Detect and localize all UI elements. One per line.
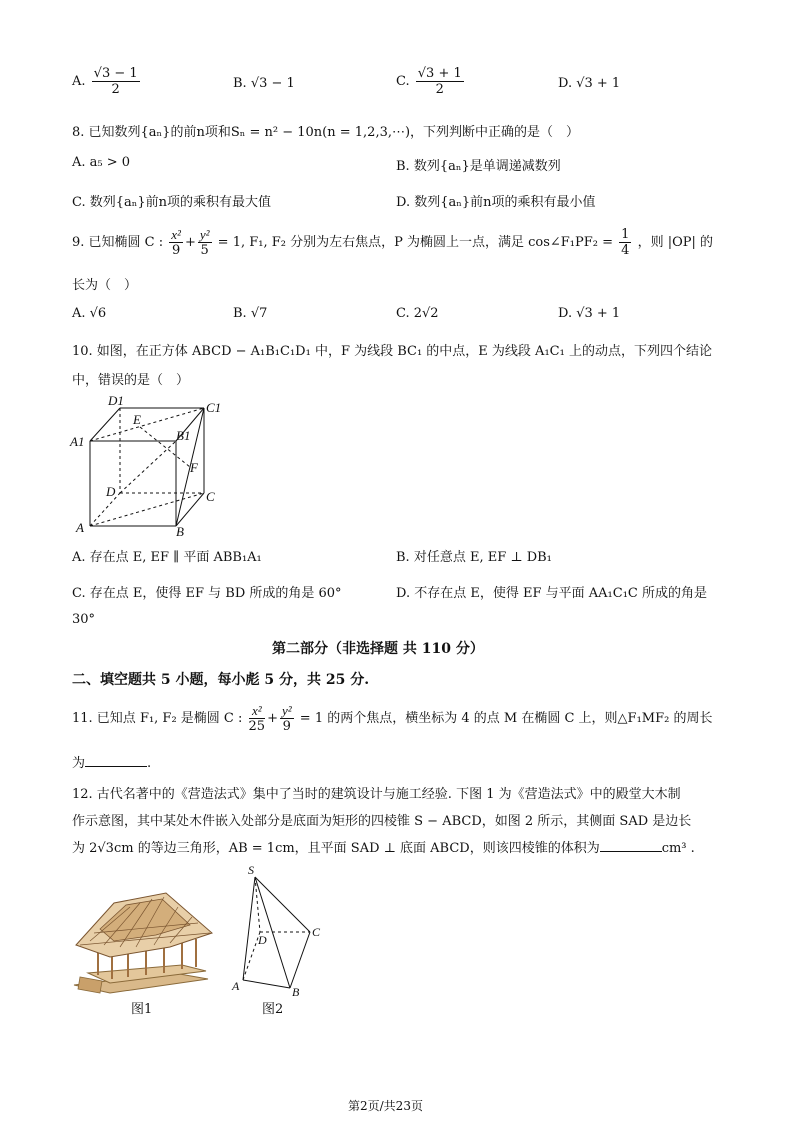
q12-line1: 12. 古代名著中的《营造法式》集中了当时的建筑设计与施工经验. 下图 1 为《营造法式》中的殿堂大木制 bbox=[72, 787, 681, 802]
q10-option-d-cont: 30° bbox=[72, 612, 96, 627]
q9-option-d: D. √3 + 1 bbox=[558, 306, 621, 321]
q9-stem: 9. 已知椭圆 C : $\frac{\text{x²}}{9}$ + $\frac{\text{y²}}{5}$ = 1, F₁, F₂ 分别为左右焦点，P 为椭圆上一点，满足 cos∠F₁PF₂ = $\frac{1}{4}$ ，则 |OP| 的 bbox=[72, 227, 714, 258]
q8-stem: 8. 已知数列{aₙ}的前n项和Sₙ = n² − 10n(n = 1,2,3,⋯)，下列判断中正确的是（ ） bbox=[72, 125, 580, 140]
q7-option-a: A. $\frac{√3 - 1}{2}$ bbox=[72, 66, 138, 97]
cube-label-a: A bbox=[76, 520, 84, 535]
q7-option-c: C. $\frac{√3 + 1}{2}$ bbox=[396, 66, 462, 97]
q8-option-a: A. a₅ > 0 bbox=[72, 155, 131, 170]
q12-answer-blank[interactable] bbox=[600, 851, 662, 852]
pyramid-label-a: A bbox=[232, 979, 240, 993]
q11-line2: 为 . bbox=[72, 756, 152, 771]
q12-line2: 作示意图，其中某处木件嵌入处部分是底面为矩形的四棱锥 S − ABCD，如图 2 所示，其侧面 SAD 是边长 bbox=[72, 814, 692, 829]
q10-option-b: B. 对任意点 E, EF ⊥ DB₁ bbox=[396, 550, 552, 565]
q9-option-b: B. √7 bbox=[233, 306, 268, 321]
q7-a-fraction: $\frac{√3 - 1}{2}$ bbox=[93, 66, 138, 97]
q9-option-a: A. √6 bbox=[72, 306, 107, 321]
q10-stem-line2: 中，错误的是（ ） bbox=[72, 373, 190, 388]
q10-option-c: C. 存在点 E，使得 EF 与 BD 所成的角是 60° bbox=[72, 586, 342, 601]
q7-c-fraction: $\frac{√3 + 1}{2}$ bbox=[417, 66, 462, 97]
fig2-caption: 图2 bbox=[262, 1002, 284, 1017]
fig1-caption: 图1 bbox=[131, 1002, 153, 1017]
pyramid-label-d: D bbox=[258, 933, 267, 947]
pyramid-label-b: B bbox=[292, 985, 300, 997]
q9-stem-line2: 长为（ ） bbox=[72, 278, 138, 293]
pyramid-label-c: C bbox=[312, 925, 321, 939]
cube-label-c: C bbox=[206, 489, 215, 504]
q10-option-d: D. 不存在点 E，使得 EF 与平面 AA₁C₁C 所成的角是 bbox=[396, 586, 707, 601]
pyramid-label-s: S bbox=[248, 863, 254, 877]
q8-option-d: D. 数列{aₙ}前n项的乘积有最小值 bbox=[396, 195, 596, 210]
cube-label-f: F bbox=[190, 460, 198, 475]
cube-label-c1: C1 bbox=[206, 400, 222, 415]
cube-label-a1: A1 bbox=[70, 434, 85, 449]
pyramid-figure bbox=[226, 862, 336, 997]
q11-answer-blank[interactable] bbox=[85, 766, 147, 767]
page-footer: 第2页/共23页 bbox=[348, 1099, 423, 1113]
q7-option-d: D. √3 + 1 bbox=[558, 76, 621, 91]
q7-option-b: B. √3 − 1 bbox=[233, 76, 295, 91]
part2-heading: 第二部分（非选择题 共 110 分） bbox=[272, 641, 484, 657]
cube-label-d: D bbox=[106, 484, 116, 499]
q10-stem-line1: 10. 如图，在正方体 ABCD − A₁B₁C₁D₁ 中，F 为线段 BC₁ 的中点，E 为线段 A₁C₁ 上的动点，下列四个结论 bbox=[72, 344, 712, 359]
q8-option-c: C. 数列{aₙ}前n项的乘积有最大值 bbox=[72, 195, 272, 210]
q11-stem: 11. 已知点 F₁, F₂ 是椭圆 C : $\frac{\text{x²}}{25}$ + $\frac{\text{y²}}{9}$ = 1 的两个焦点，横坐标为 4 的点 M 在椭圆 C 上，则△F₁MF₂ 的周长 bbox=[72, 703, 713, 734]
cube-label-d1: D1 bbox=[108, 393, 124, 408]
q12-line3: 为 2√3cm 的等边三角形，AB = 1cm，且平面 SAD ⊥ 底面 ABCD，则该四棱锥的体积为 cm³ . bbox=[72, 841, 695, 856]
temple-illustration bbox=[70, 885, 215, 995]
q8-option-b: B. 数列{aₙ}是单调递减数列 bbox=[396, 159, 561, 174]
cube-label-b: B bbox=[176, 524, 184, 539]
fill-in-heading: 二、填空题共 5 小题，每小彪 5 分，共 25 分. bbox=[72, 672, 370, 688]
q9-option-c: C. 2√2 bbox=[396, 306, 439, 321]
cube-label-e: E bbox=[133, 412, 141, 427]
cube-figure bbox=[66, 390, 236, 540]
cube-label-b1: B1 bbox=[176, 428, 191, 443]
q10-option-a: A. 存在点 E, EF ∥ 平面 ABB₁A₁ bbox=[72, 550, 262, 565]
